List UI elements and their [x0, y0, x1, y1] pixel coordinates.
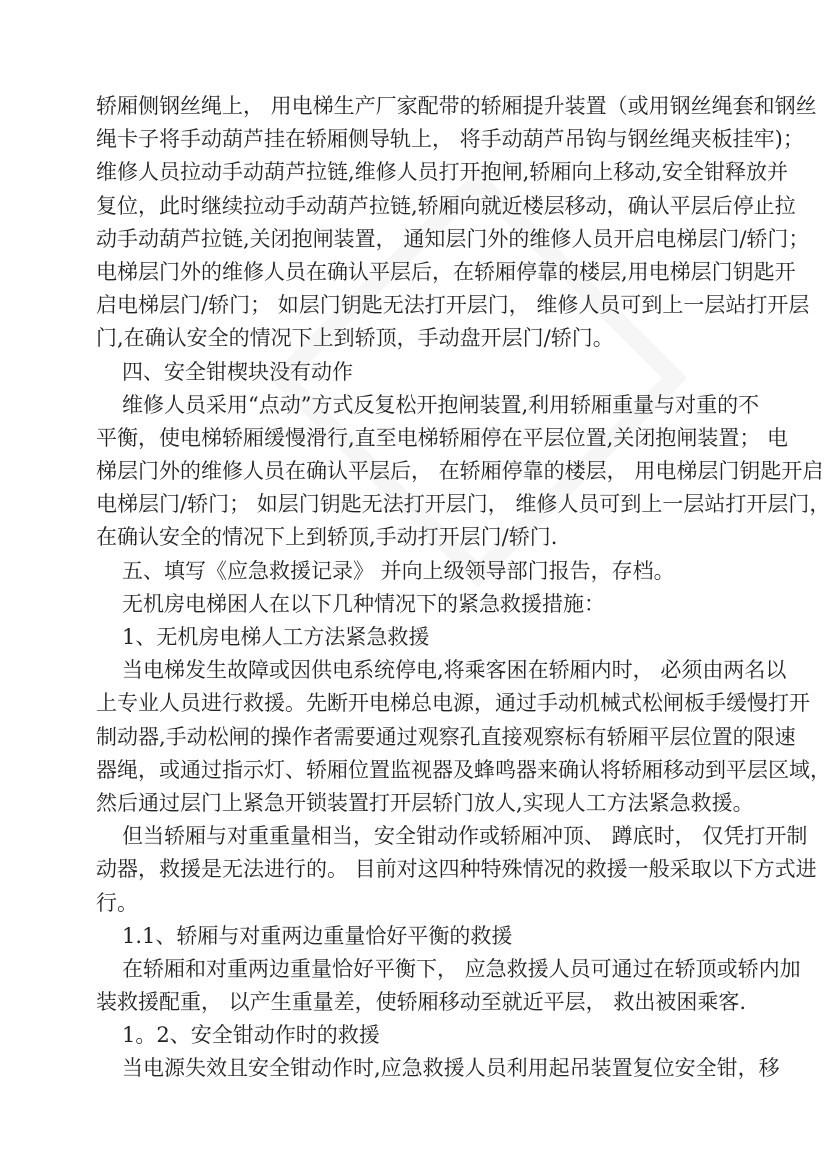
text-line: 无机房电梯困人在以下几种情况下的紧急救援措施： [122, 591, 605, 616]
text-line: 行。 [96, 890, 138, 915]
text-line: 维修人员拉动手动葫芦拉链,维修人员打开抱闸,轿厢向上移动,安全钳释放并 [96, 160, 789, 185]
text-line: 轿厢侧钢丝绳上， 用电梯生产厂家配带的轿厢提升装置（或用钢丝绳套和钢丝 [96, 94, 817, 118]
text-line: 电梯层门外的维修人员在确认平层后，在轿厢停靠的楼层,用电梯层门钥匙开 [96, 259, 796, 284]
text-line: 梯层门外的维修人员在确认平层后， 在轿厢停靠的楼层， 用电梯层门钥匙开启 [96, 459, 824, 484]
text-line: 启电梯层门/轿门； 如层门钥匙无法打开层门， 维修人员可到上一层站打开层 [96, 293, 810, 318]
text-line: 器绳，或通过指示灯、轿厢位置监视器及蜂鸣器来确认将轿厢移动到平层区域， [96, 757, 831, 782]
text-line: 制动器,手动松闸的操作者需要通过观察孔直接观察标有轿厢平层位置的限速 [96, 724, 796, 749]
text-line: 装救援配重， 以产生重量差，使轿厢移动至就近平层， 救出被困乘客. [96, 990, 747, 1015]
text-line: 在确认安全的情况下上到轿顶,手动打开层门/轿门. [96, 525, 558, 550]
document-page [96, 90, 831, 1086]
text-line: 动器，救援是无法进行的。 目前对这四种特殊情况的救援一般采取以下方式进 [96, 857, 817, 882]
text-line: 绳卡子将手动葫芦挂在轿厢侧导轨上， 将手动葫芦吊钩与钢丝绳夹板挂牢)； [96, 127, 804, 152]
text-line: 门,在确认安全的情况下上到轿顶，手动盘开层门/轿门。 [96, 326, 614, 351]
text-line: 维修人员采用“点动”方式反复松开抱闸装置,利用轿厢重量与对重的不 [122, 392, 760, 417]
text-line: 当电梯发生故障或因供电系统停电,将乘客困在轿厢内时， 必须由两名以 [122, 658, 787, 683]
text-line: 动手动葫芦拉链,关闭抱闸装置， 通知层门外的维修人员开启电梯层门/轿门； [96, 226, 810, 251]
text-line: 1。2、安全钳动作时的救援 [122, 1023, 380, 1048]
text-line: 复位，此时继续拉动手动葫芦拉链,轿厢向就近楼层移动，确认平层后停止拉 [96, 193, 796, 218]
text-line: 平衡，使电梯轿厢缓慢滑行,直至电梯轿厢停在平层位置,关闭抱闸装置； 电 [96, 425, 789, 450]
text-line: 但当轿厢与对重重量相当，安全钳动作或轿厢冲顶、 蹲底时， 仅凭打开制 [122, 824, 808, 849]
text-line: 四、安全钳楔块没有动作 [122, 359, 353, 384]
text-line: 在轿厢和对重两边重量恰好平衡下， 应急救援人员可通过在轿顶或轿内加 [122, 956, 801, 981]
text-line: 五、填写《应急救援记录》 并向上级领导部门报告，存档。 [122, 558, 675, 583]
text-line: 上专业人员进行救援。先断开电梯总电源，通过手动机械式松闸板手缓慢打开 [96, 691, 810, 716]
text-line: 然后通过层门上紧急开锁装置打开层轿门放人,实现人工方法紧急救援。 [96, 790, 754, 815]
text-line: 1、无机房电梯人工方法紧急救援 [122, 625, 430, 649]
text-line: 当电源失效且安全钳动作时,应急救援人员利用起吊装置复位安全钳，移 [122, 1056, 780, 1081]
text-line: 电梯层门/轿门； 如层门钥匙无法打开层门， 维修人员可到上一层站打开层门， [96, 492, 831, 517]
text-line: 1.1、轿厢与对重两边重量恰好平衡的救援 [122, 923, 513, 948]
